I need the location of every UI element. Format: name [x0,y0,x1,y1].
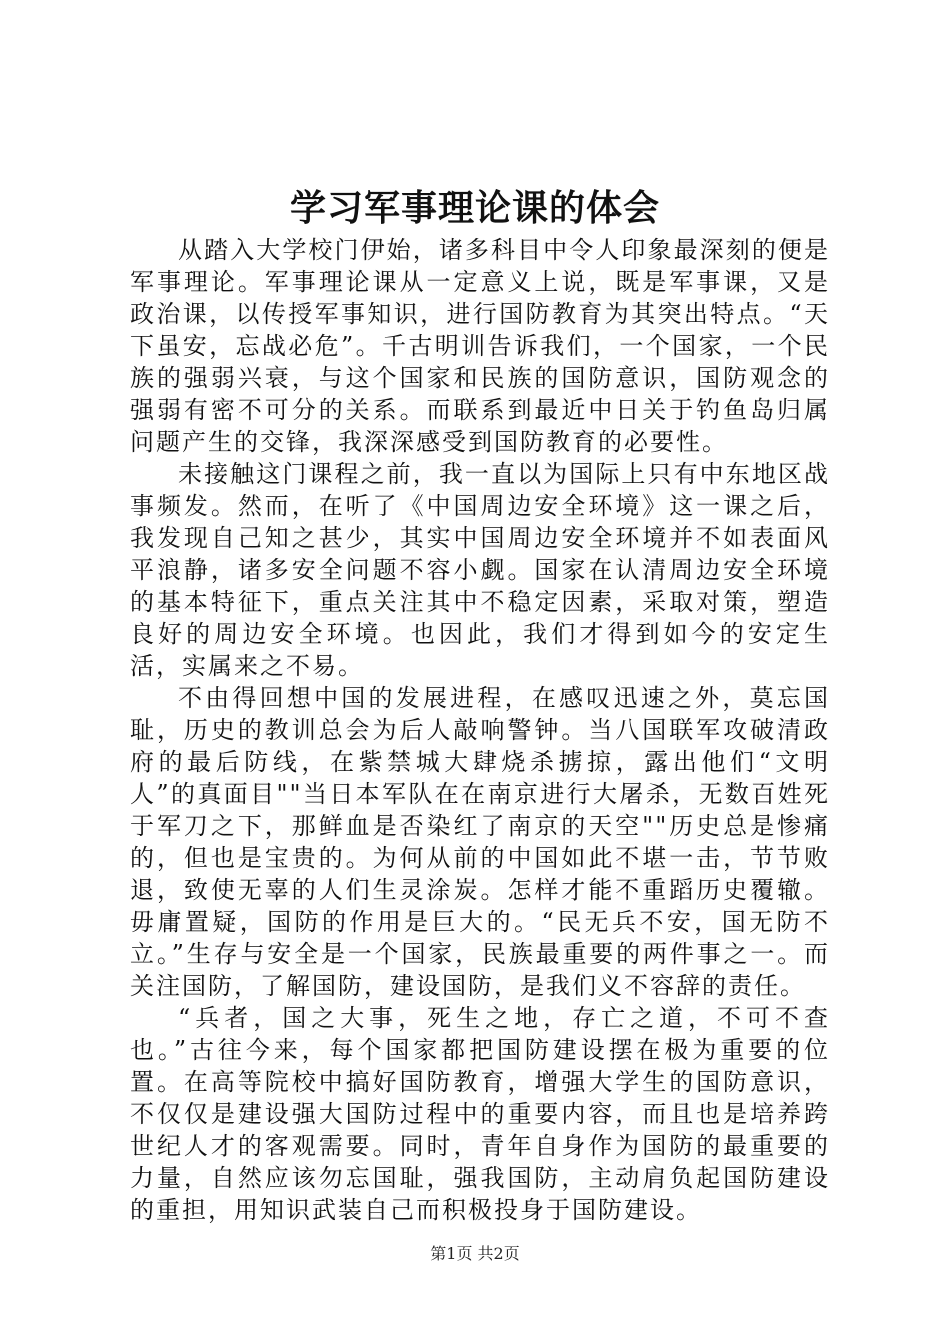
paragraph-2: 未接触这门课程之前，我一直以为国际上只有中东地区战事频发。然而，在听了《中国周边安全环境》这一课之后，我发现自己知之甚少，其实中国周边安全环境并不如表面风平浪静，诸多安全问题不容小觑。国家在认清周边安全环境的基本特征下，重点关注其中不稳定因素，采取对策，塑造良好的周边安全环境。也因此，我们才得到如今的安定生活，实属来之不易。 [130,460,830,680]
page-number-footer: 第1页 共2页 [430,1244,520,1263]
paragraph-1: 从踏入大学校门伊始，诸多科目中令人印象最深刻的便是军事理论。军事理论课从一定意义上说，既是军事课，又是政治课，以传授军事知识，进行国防教育为其突出特点。“天下虽安，忘战必危”。千古明训告诉我们，一个国家，一个民族的强弱兴衰，与这个国家和民族的国防意识，国防观念的强弱有密不可分的关系。而联系到最近中日关于钓鱼岛归属问题产生的交锋，我深深感受到国防教育的必要性。 [130,236,830,456]
paragraph-3: 不由得回想中国的发展进程，在感叹迅速之外，莫忘国耻，历史的教训总会为后人敲响警钟。当八国联军攻破清政府的最后防线，在紫禁城大肆烧杀掳掠，露出他们“文明人”的真面目""当日本军队在在南京进行大屠杀，无数百姓死于军刀之下，那鲜血是否染红了南京的天空""历史总是惨痛的，但也是宝贵的。为何从前的中国如此不堪一击，节节败退，致使无辜的人们生灵涂炭。怎样才能不重蹈历史覆辙。毋庸置疑，国防的作用是巨大的。“民无兵不安，国无防不立。”生存与安全是一个国家，民族最重要的两件事之一。而关注国防，了解国防，建设国防，是我们义不容辞的责任。 [130,684,830,1000]
paragraph-4: “兵者，国之大事，死生之地，存亡之道，不可不查也。”古往今来，每个国家都把国防建设摆在极为重要的位置。在高等院校中搞好国防教育，增强大学生的国防意识，不仅仅是建设强大国防过程中的重要内容，而且也是培养跨世纪人才的客观需要。同时，青年自身作为国防的最重要的力量，自然应该勿忘国耻，强我国防，主动肩负起国防建设的重担，用知识武装自己而积极投身于国防建设。 [130,1004,830,1224]
document-body [130,234,830,1226]
document-title: 学习军事理论课的体会 [289,187,660,229]
